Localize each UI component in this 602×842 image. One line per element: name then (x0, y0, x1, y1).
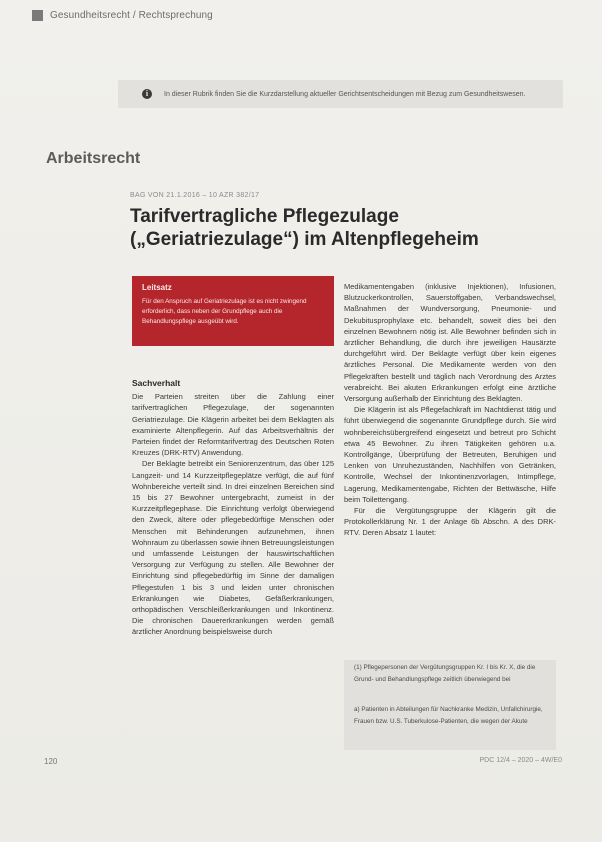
left-column (132, 378, 334, 638)
header-marker (32, 10, 43, 21)
leitsatz-text: Für den Anspruch auf Geriatriezulage ist es nicht zwingend erforderlich, dass neben der Grundpflege auch die Behandlungspflege ausgeübt wird. (142, 298, 307, 325)
page-number: 120 (44, 757, 58, 766)
info-notice (118, 80, 563, 108)
leitsatz-heading: Leitsatz (142, 283, 172, 292)
leitsatz-box (132, 276, 334, 346)
paragraph: Die Klägerin ist als Pflegefachkraft im Nachtdienst tätig und führt überwiegend die sogenannte Grundpflege durch. Sie wird wohnbereichsübergreifend eingesetzt und betreut pro Schicht etwa 45 Bewohner. Zu ihren Tätigkeiten gehören u.a. Kontrollgänge, Überprüfung der Betreuten, Beruhigen und Lenken von Unruhezuständen, Nachhilfen von Getränken, Kontrolle, Wechsel der Inkontinenzvorlagen, Intimpflege, Lagerung, Medikamentengabe, Richten der Bettwäsche, Hilfe beim Toilettengang. (344, 405, 556, 504)
notice-text: In dieser Rubrik finden Sie die Kurzdarstellung aktueller Gerichtsentscheidungen mit Bezug zum Gesundheitswesen. (164, 90, 526, 98)
sachverhalt-heading: Sachverhalt (132, 378, 181, 388)
article-title: Tarifvertragliche Pflegezulage („Geriatriezulage“) im Altenpflegeheim (130, 206, 479, 250)
paragraph: Für die Vergütungsgruppe der Klägerin gilt die Protokollerklärung Nr. 1 der Anlage 6b Abschn. A des DRK-RTV. Deren Absatz 1 lautet: (344, 506, 556, 538)
paragraph: Die Parteien streiten über die Zahlung einer tarifvertraglichen Pflegezulage, der sogenannten Geriatriezulage. Die Klägerin arbeitet bei dem Beklagten als examinierte Altenpflegerin. Auf das Arbeitsverhältnis der Parteien findet der Reformtarifvertrag des Deutschen Roten Kreuzes (DRK-RTV) Anwendung. (132, 392, 334, 458)
quote-text: a) Patienten in Abteilungen für Nachkranke Medizin, Unfallchirurgie, Frauen bzw. U.S. Tuberkulose-Patienten, die wegen der Akute (354, 706, 543, 725)
case-reference: BAG VON 21.1.2016 – 10 AZR 382/17 (130, 192, 260, 199)
paragraph: Medikamentengaben (inklusive Injektionen), Infusionen, Blutzuckerkontrollen, Sauerstoffgaben, Verbandswechsel, Maßnahmen der Wundversorgung, Pneumonie- und Dekubitusprophylaxe etc. behandelt, soweit dies bei den einzelnen Bewohnern nötig ist. Alle Bewohner befinden sich in ärztlicher Behandlung, die durch ihre jeweiligen Hausärzte durchgeführt wird. Der Beklagte verfügt über kein eigenes ärztliches Personal. Die Medikamente werden von den Pflegekräften bestellt und täglich nach Verordnung des Arztes verabreicht. Bei akuten Erkrankungen erfolgt eine ärztliche Versorgung außerhalb der Einrichtung des Beklagten. (344, 282, 556, 404)
paragraph: Der Beklagte betreibt ein Seniorenzentrum, das über 125 Langzeit- und 14 Kurzzeitpflegeplätze verfügt, die auf fünf Wohnbereiche verteilt sind. In drei einzelnen Bereichen sind 15 bis 27 Bewohner untergebracht, zumeist in der Kurzzeitpflegephase. Die Einrichtung verfolgt überwiegend den Zweck, ältere oder pflegebedürftige Menschen oder Menschen mit Behinderungen aufzunehmen, ihnen Wohnraum zu überlassen sowie ihnen Betreuungsleistungen und umfassende Leistungen der hauswirtschaftlichen Versorgung zur Verfügung zu stellen. Alle Bewohner der Einrichtung sind pflegebedürftig im Sinne der damaligen Pflegestufen 1 bis 3 und leiden unter chronischen Erkrankungen wie Diabetes, Gefäßerkrankungen, orthopädischen Verschleißerkrankungen und Inkontinenz. Die chronischen Dauererkrankungen werden gemäß ärztlicher Anordnung beispielsweise durch (132, 459, 334, 637)
right-column (344, 281, 556, 539)
journal-reference: PDC 12/4 – 2020 – 4W/E0 (479, 757, 562, 764)
breadcrumb: Gesundheitsrecht / Rechtsprechung (50, 10, 213, 21)
quote-box (344, 660, 556, 750)
section-title: Arbeitsrecht (46, 150, 141, 167)
quote-text: (1) Pflegepersonen der Vergütungsgruppen Kr. I bis Kr. X, die die Grund- und Behandlungspflege zeitlich überwiegend bei (354, 664, 536, 683)
info-icon: i (142, 89, 152, 99)
